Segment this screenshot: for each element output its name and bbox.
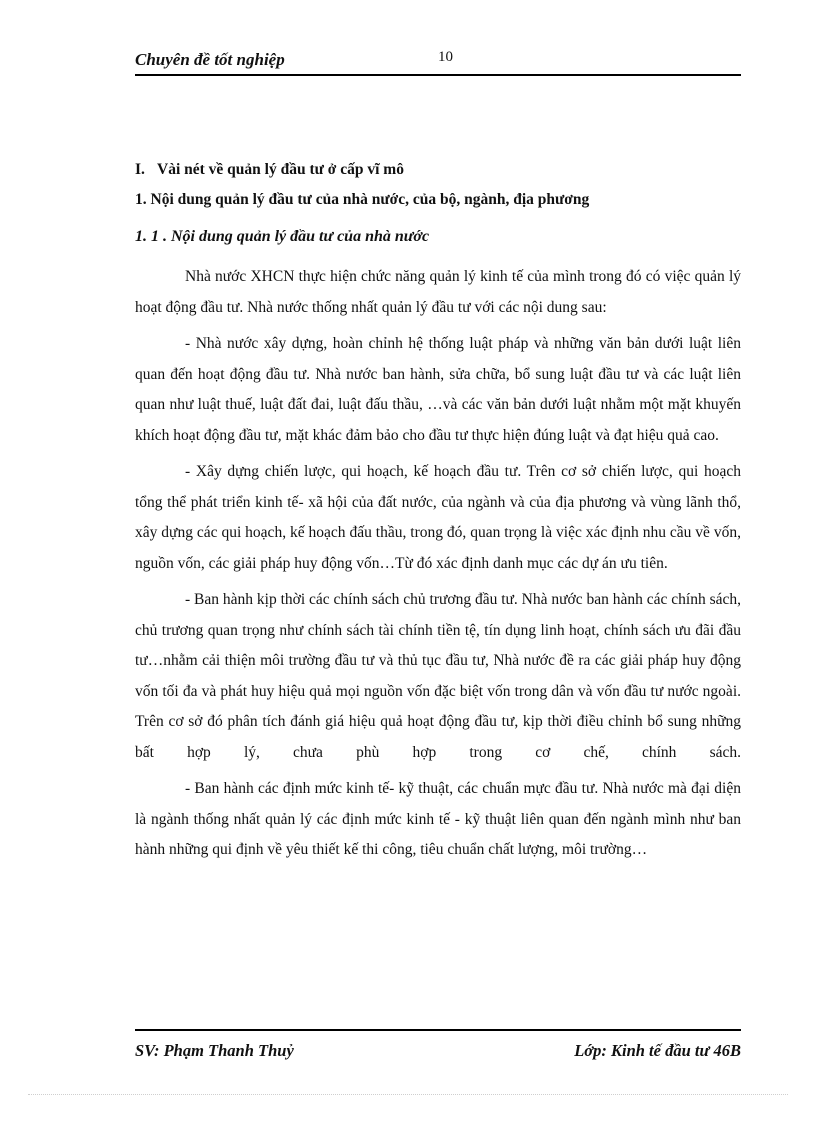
paragraph-strategy: - Xây dựng chiến lược, qui hoạch, kế hoạch đầu tư. Trên cơ sở chiến lược, qui hoạch tổng thể phát triển kinh tế- xã hội của đất nước, của ngành và của địa phương và vùng lãnh thổ, xây dựng các qui hoạch, kế hoạch đấu thầu, trong đó, quan trọng là việc xác định nhu cầu về vốn, nguồn vốn, các giải pháp huy động vốn…Từ đó xác định danh mục các dự án ưu tiên. — [135, 463, 741, 572]
paragraph-norms: - Ban hành các định mức kinh tế- kỹ thuật, các chuẩn mực đầu tư. Nhà nước mà đại diện là ngành thống nhất quản lý các định mức kinh tế - kỹ thuật liên quan đến ngành mình như ban hành những qui định về yêu thiết kế thi công, tiêu chuẩn chất lượng, môi trường… — [135, 780, 741, 858]
page-header — [135, 46, 741, 76]
document-body — [135, 161, 741, 872]
section-title: Vài nét về quản lý đầu tư ở cấp vĩ mô — [157, 161, 404, 178]
paragraph-intro: Nhà nước XHCN thực hiện chức năng quản lý kinh tế của mình trong đó có việc quản lý hoạt động đầu tư. Nhà nước thống nhất quản lý đầu tư với các nội dung sau: — [135, 268, 741, 316]
class-name: Lớp: Kinh tế đầu tư 46B — [574, 1041, 741, 1060]
section-number: I. — [135, 161, 145, 178]
subsection-heading: 1. Nội dung quản lý đầu tư của nhà nước, của bộ, ngành, địa phương — [135, 191, 590, 208]
page-edge-divider — [28, 1094, 788, 1095]
page-number: 10 — [438, 49, 453, 65]
page-footer — [135, 1029, 741, 1061]
student-name: SV: Phạm Thanh Thuỷ — [135, 1041, 294, 1060]
paragraph-policy: - Ban hành kịp thời các chính sách chủ trương đầu tư. Nhà nước ban hành các chính sách, chủ trương quan trọng như chính sách tài chính tiền tệ, tín dụng linh hoạt, chính sách ưu đãi đầu tư…nhằm cải thiện môi trường đầu tư và thủ tục đầu tư, Nhà nước đề ra các giải pháp huy động vốn tối đa và phát huy hiệu quả mọi nguồn vốn đặc biệt vốn trong dân và vốn đầu tư nước ngoài. Trên cơ sở đó phân tích đánh giá hiệu quả hoạt động đầu tư, kịp thời điều chỉnh bổ sung những bất hợp lý, chưa phù hợp trong cơ chế, chính sách. — [135, 591, 741, 761]
document-title: Chuyên đề tốt nghiệp — [135, 50, 285, 69]
subsubsection-heading: 1. 1 . Nội dung quản lý đầu tư của nhà nước — [135, 228, 430, 245]
paragraph-legal-system: - Nhà nước xây dựng, hoàn chỉnh hệ thống luật pháp và những văn bản dưới luật liên quan đến hoạt động đầu tư. Nhà nước ban hành, sửa chữa, bổ sung luật đầu tư và các luật liên quan như luật thuế, luật đất đai, luật đấu thầu, …và các văn bản dưới luật nhằm một mặt khuyến khích hoạt động đầu tư, mặt khác đảm bảo cho đầu tư thực hiện đúng luật và đạt hiệu quả cao. — [135, 335, 741, 444]
section-heading — [135, 161, 741, 191]
